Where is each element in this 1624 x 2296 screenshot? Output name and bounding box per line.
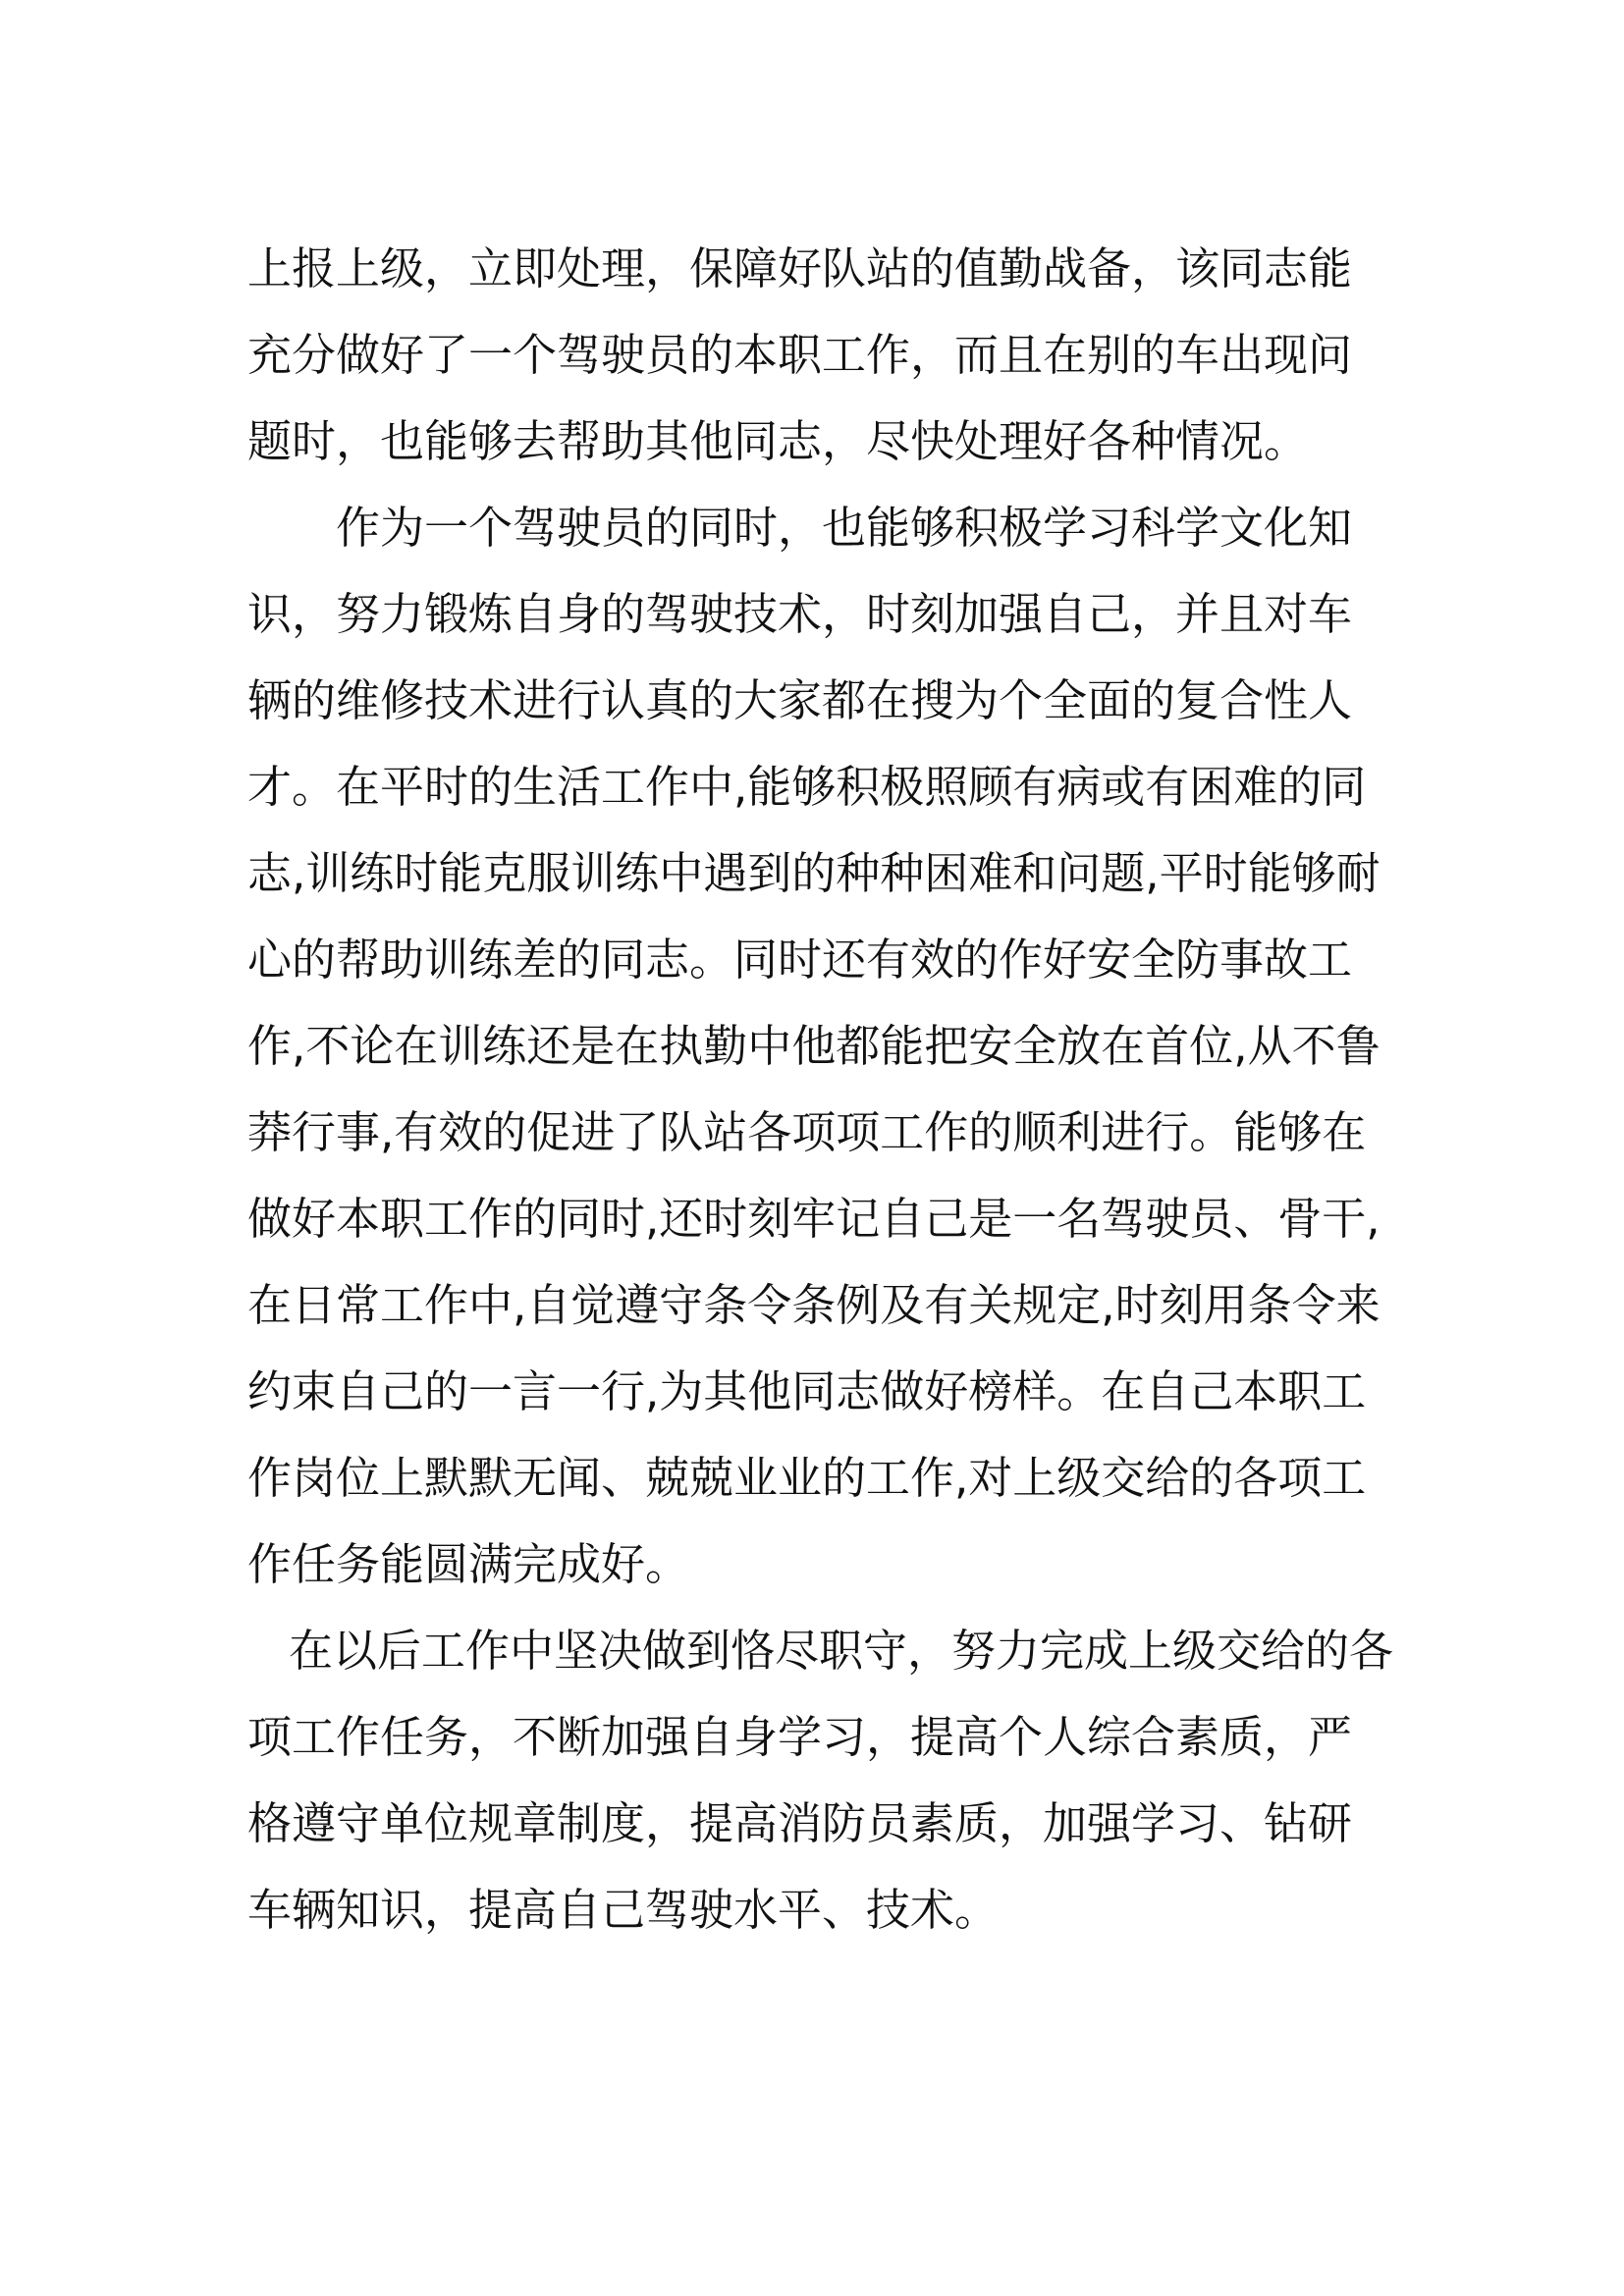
text-line: 作为一个驾驶员的同时，也能够积极学习科学文化知 — [336, 502, 1353, 554]
paragraph-1 — [247, 226, 1406, 485]
text-line: 在日常工作中,自觉遵守条令条例及有关规定,时刻用条令来 — [247, 1279, 1380, 1331]
text-line: 题时，也能够去帮助其他同志，尽快处理好各种情况。 — [247, 415, 1309, 467]
paragraph-2 — [247, 485, 1406, 1608]
text-line: 项工作任务，不断加强自身学习，提高个人综合素质，严 — [247, 1711, 1353, 1763]
text-line: 充分做好了一个驾驶员的本职工作，而且在别的车出现问 — [247, 329, 1353, 381]
text-line: 作任务能圆满完成好。 — [247, 1538, 690, 1590]
text-line: 作,不论在训练还是在执勤中他都能把安全放在首位,从不鲁 — [247, 1020, 1380, 1072]
text-line: 作岗位上默默无闻、兢兢业业的工作,对上级交给的各项工 — [247, 1452, 1367, 1504]
text-line: 格遵守单位规章制度，提高消防员素质，加强学习、钻研 — [247, 1797, 1353, 1849]
text-line: 识，努力锻炼自身的驾驶技术，时刻加强自己，并且对车 — [247, 588, 1353, 640]
document-body — [247, 226, 1406, 1953]
text-line: 莽行事,有效的促进了队站各项项工作的顺利进行。能够在 — [247, 1106, 1367, 1158]
text-line: 约束自己的一言一行,为其他同志做好榜样。在自己本职工 — [247, 1365, 1367, 1417]
paragraph-3 — [247, 1608, 1406, 1953]
text-line: 做好本职工作的同时,还时刻牢记自己是一名驾驶员、骨干, — [247, 1193, 1380, 1245]
text-line: 才。在平时的生活工作中,能够积极照顾有病或有困难的同 — [247, 761, 1367, 813]
text-line: 志,训练时能克服训练中遇到的种种困难和问题,平时能够耐 — [247, 847, 1380, 899]
text-line: 上报上级，立即处理，保障好队站的值勤战备，该同志能 — [247, 242, 1353, 294]
text-line: 车辆知识，提高自己驾驶水平、技术。 — [247, 1884, 1000, 1936]
text-line: 辆的维修技术进行认真的大家都在搜为个全面的复合性人 — [247, 674, 1353, 726]
text-line: 心的帮助训练差的同志。同时还有效的作好安全防事故工 — [247, 934, 1353, 986]
text-line: 在以后工作中坚决做到恪尽职守，努力完成上级交给的各 — [289, 1625, 1394, 1677]
